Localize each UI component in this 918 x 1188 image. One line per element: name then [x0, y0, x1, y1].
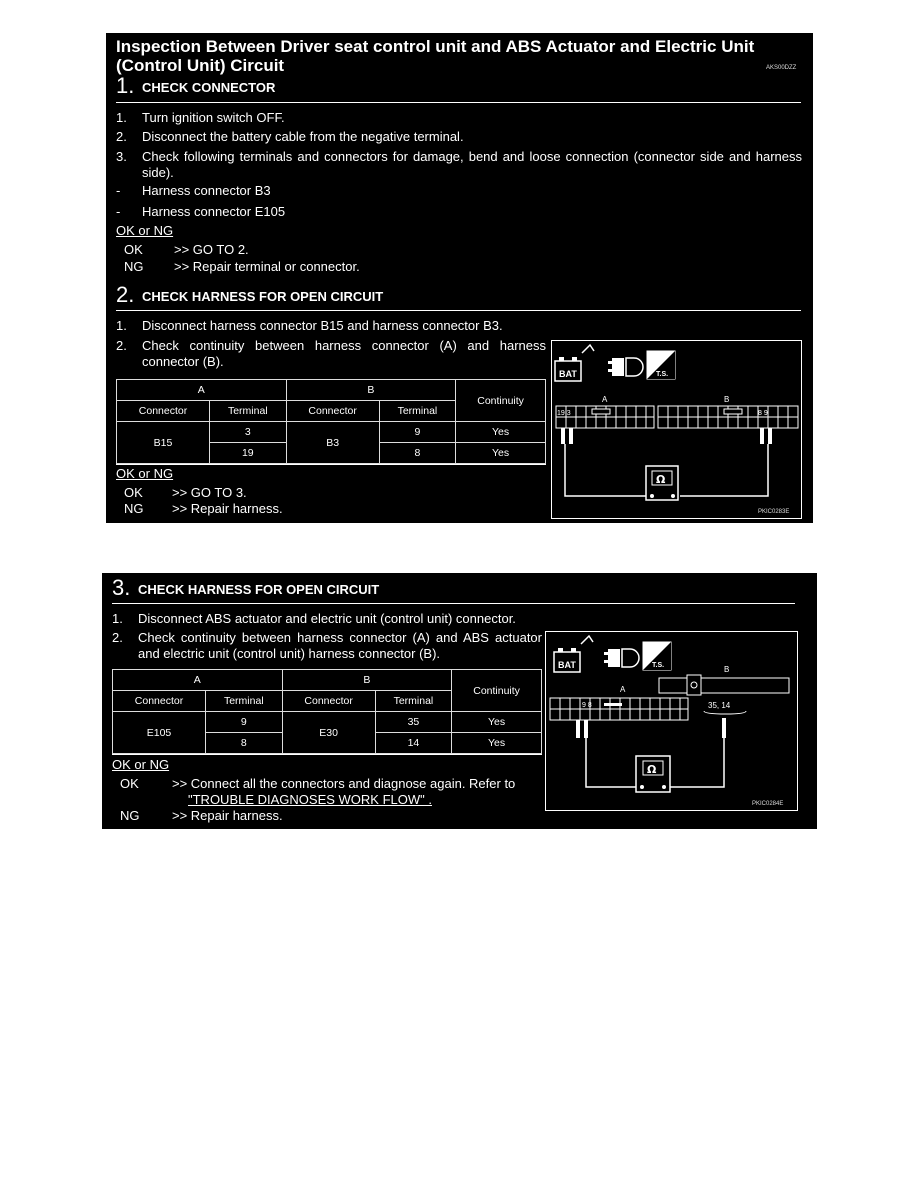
- connector-b-label: B: [724, 395, 730, 404]
- table-row: [117, 422, 546, 443]
- ohmmeter-icon: [646, 466, 678, 500]
- connector-a: [556, 406, 654, 428]
- col-terminal: Terminal: [375, 691, 452, 712]
- okng-heading: OK or NG: [116, 466, 174, 481]
- svg-text:BAT: BAT: [558, 660, 576, 670]
- col-connector: Connector: [286, 401, 379, 422]
- b-terminal: 8: [379, 443, 456, 464]
- svg-text:8 9: 8 9: [758, 410, 768, 417]
- continuity-result: Yes: [452, 733, 542, 754]
- svg-text:19 3: 19 3: [557, 410, 571, 417]
- col-terminal: Terminal: [379, 401, 456, 422]
- section-1-title: CHECK CONNECTOR: [142, 80, 276, 95]
- group-a-header: A: [117, 380, 287, 401]
- section-3-title: CHECK HARNESS FOR OPEN CIRCUIT: [138, 582, 380, 597]
- continuity-header: Continuity: [456, 380, 546, 422]
- page-title: Inspection Between Driver seat control unit and ABS Actuator and Electric Unit: [116, 37, 755, 56]
- result-ok-value: >> GO TO 3.: [172, 485, 247, 500]
- trouble-diagnoses-link[interactable]: "TROUBLE DIAGNOSES WORK FLOW" .: [188, 792, 432, 807]
- step-2-2: 2. Check continuity between harness connector (A) and harness connector (B).: [116, 338, 546, 369]
- result-ng-value: >> Repair terminal or connector.: [174, 259, 360, 274]
- connector-b-label: B: [724, 665, 730, 674]
- step-1-3: 3. Check following terminals and connectors for damage, bend and loose connection (connector side and harness side).: [116, 149, 802, 180]
- section-1-number: 1.: [116, 73, 135, 98]
- section-2-number: 2.: [116, 282, 135, 307]
- a-connector: E105: [113, 712, 206, 754]
- section-3-number: 3.: [112, 575, 131, 600]
- test-switch-icon: [643, 642, 671, 670]
- connector-b: [658, 406, 798, 428]
- result-ng-key: NG: [124, 259, 144, 274]
- continuity-table: [116, 379, 546, 464]
- connector-a: [550, 698, 688, 720]
- result-ng-value: >> Repair harness.: [172, 501, 283, 516]
- connector-icon: [604, 649, 639, 667]
- group-b-header: B: [282, 670, 452, 691]
- result-ok-key: OK: [124, 242, 143, 257]
- circuit-diagram: [545, 631, 798, 811]
- section-divider: [116, 310, 801, 311]
- svg-text:35, 14: 35, 14: [708, 701, 731, 710]
- result-ng-key: NG: [120, 808, 140, 823]
- b-connector: B3: [286, 422, 379, 464]
- diagram-code: PKIC0283E: [758, 509, 790, 515]
- svg-text:9 8: 9 8: [582, 702, 592, 709]
- connector-b: [659, 675, 789, 714]
- table-bottom-rule: [116, 464, 546, 465]
- section-2-title: CHECK HARNESS FOR OPEN CIRCUIT: [142, 289, 384, 304]
- ohmmeter-icon: [636, 756, 670, 792]
- svg-text:BAT: BAT: [559, 369, 577, 379]
- b-terminal: 35: [375, 712, 452, 733]
- circuit-diagram: [551, 340, 802, 519]
- step-3-2: 2. Check continuity between harness connector (A) and ABS actuator and electric unit (control unit) harness connector (B).: [112, 630, 542, 661]
- doc-code: AKS00DZZ: [766, 65, 797, 71]
- table-row: [113, 712, 542, 733]
- diagram-code: PKIC0284E: [752, 801, 784, 807]
- continuity-result: Yes: [452, 712, 542, 733]
- a-connector: B15: [117, 422, 210, 464]
- step-3-1: 1. Disconnect ABS actuator and electric unit (control unit) connector.: [112, 611, 516, 626]
- result-ok-value: >> GO TO 2.: [174, 242, 249, 257]
- section-divider: [116, 102, 801, 103]
- connector-a-label: A: [620, 685, 626, 694]
- battery-icon: [555, 345, 594, 381]
- inspection-panel-1: [106, 33, 813, 523]
- test-switch-icon: [647, 351, 675, 379]
- result-ok-key: OK: [120, 776, 139, 791]
- step-1-bullet-e105: - Harness connector E105: [116, 204, 286, 219]
- svg-text:T.S.: T.S.: [652, 662, 665, 669]
- col-connector: Connector: [117, 401, 210, 422]
- result-ng-value: >> Repair harness.: [172, 808, 283, 823]
- result-ok-value: >> Connect all the connectors and diagnose again. Refer to: [172, 776, 516, 791]
- group-b-header: B: [286, 380, 456, 401]
- step-1-2: 2. Disconnect the battery cable from the negative terminal.: [116, 129, 464, 144]
- a-terminal: 3: [210, 422, 287, 443]
- step-1-bullet-b3: - Harness connector B3: [116, 183, 271, 198]
- step-2-1: 1. Disconnect harness connector B15 and harness connector B3.: [116, 318, 503, 333]
- okng-heading: OK or NG: [112, 757, 170, 772]
- connector-a-label: A: [602, 395, 608, 404]
- continuity-table: [112, 669, 542, 754]
- group-a-header: A: [113, 670, 283, 691]
- connector-icon: [608, 358, 643, 376]
- col-terminal: Terminal: [206, 691, 283, 712]
- a-terminal: 8: [206, 733, 283, 754]
- col-terminal: Terminal: [210, 401, 287, 422]
- table-bottom-rule: [112, 754, 542, 755]
- svg-text:Ω: Ω: [656, 473, 666, 486]
- result-ok-key: OK: [124, 485, 143, 500]
- b-terminal: 9: [379, 422, 456, 443]
- b-terminal: 14: [375, 733, 452, 754]
- a-terminal: 9: [206, 712, 283, 733]
- continuity-result: Yes: [456, 422, 546, 443]
- inspection-panel-2: [102, 573, 817, 829]
- a-terminal: 19: [210, 443, 287, 464]
- col-connector: Connector: [282, 691, 375, 712]
- svg-text:Ω: Ω: [647, 763, 657, 776]
- continuity-result: Yes: [456, 443, 546, 464]
- step-1-1: 1. Turn ignition switch OFF.: [116, 110, 285, 125]
- okng-heading: OK or NG: [116, 223, 174, 238]
- page-title-line2: (Control Unit) Circuit: [116, 56, 285, 75]
- result-ng-key: NG: [124, 501, 144, 516]
- b-connector: E30: [282, 712, 375, 754]
- svg-text:T.S.: T.S.: [656, 371, 669, 378]
- continuity-header: Continuity: [452, 670, 542, 712]
- col-connector: Connector: [113, 691, 206, 712]
- section-divider: [112, 603, 795, 604]
- battery-icon: [554, 636, 593, 672]
